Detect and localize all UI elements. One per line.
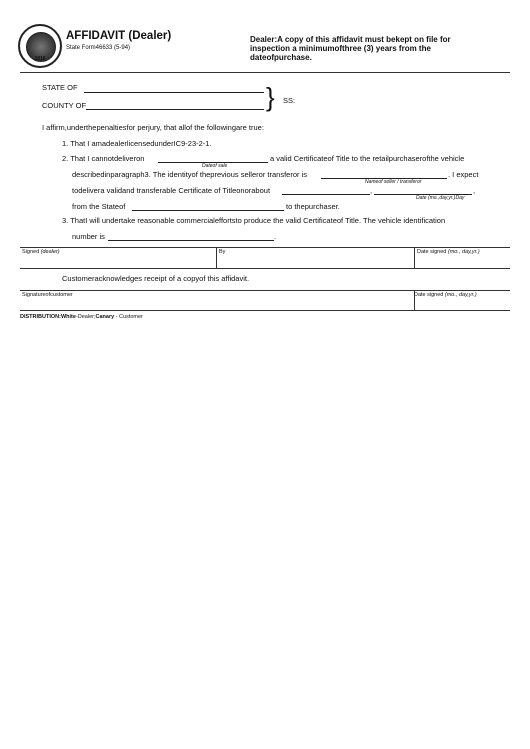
item-2-text-c: describedinparagraph3. The identityof theprevious selleror transferor is	[72, 170, 307, 179]
county-field[interactable]	[86, 109, 264, 110]
state-of-title-field[interactable]	[132, 210, 284, 211]
retention-notice: Dealer:A copy of this affidavit must bekept on file for inspection a minimumofthree (3) years from the dateofpurchase.	[250, 35, 451, 62]
item-2-text-f: from the Stateof	[72, 202, 126, 211]
dealer-date-signed-label: Date signed (mo., day,yr.)	[417, 249, 480, 255]
signature-row-top-line	[20, 247, 510, 248]
customer-date-signed-label: Date signed (mo., day,yr.)	[414, 292, 477, 298]
form-title: AFFIDAVIT (Dealer)	[66, 30, 172, 42]
state-seal-icon	[18, 24, 62, 68]
frame-bottom-line	[20, 310, 510, 311]
signature-divider-1	[216, 247, 217, 268]
expected-date-label: Date (mo.,day,yr.)Day	[416, 195, 465, 201]
dealer-date-signed-field[interactable]	[416, 255, 510, 267]
item-2-text-b: a valid Certificateof Title to the retailpurchaserofthe vehicle	[270, 154, 465, 163]
item-2-comma-2: ,	[473, 186, 476, 195]
venue-brace: }	[266, 82, 275, 112]
form-number: State Form46633 (5-94)	[66, 45, 131, 51]
item-2-text-a: 2. That I cannotdeliveron	[62, 154, 145, 163]
state-field[interactable]	[84, 92, 264, 93]
state-label: STATE OF	[42, 83, 78, 92]
customer-row-line	[20, 290, 510, 291]
item-2-text-e: todelivera validand transferable Certificate of Titleonorabout	[72, 186, 271, 195]
dealer-signature-field[interactable]	[21, 255, 215, 267]
ss-label: SS:	[283, 96, 296, 105]
item-3-text-a: 3. ThatI will undertake reasonable commercialeffortsto produce the valid Certificateof Title. The vehicle identification	[62, 216, 446, 225]
expected-date-field[interactable]	[282, 194, 370, 195]
county-label: COUNTY OF	[42, 101, 87, 110]
item-2-text-d: . I expect	[448, 170, 479, 179]
signed-dealer-label: Signed (dealer)	[22, 249, 60, 255]
customer-date-signed-field[interactable]	[416, 298, 510, 309]
item-1: 1. That I amadealerlicensedunderIC9-23-2-1.	[62, 139, 212, 148]
by-signature-field[interactable]	[218, 255, 412, 267]
date-of-sale-label: Dateof sale	[202, 163, 228, 169]
frame-top-line	[20, 72, 510, 73]
affirmation-text: I affirm,underthepenaltiesfor perjury, that allof the followingare true:	[42, 123, 264, 132]
distribution-line: DISTRIBUTION:White-Dealer;Canary - Customer	[20, 314, 143, 320]
by-label: By	[219, 249, 226, 255]
seal-year: 1816	[34, 56, 46, 62]
customer-signature-label: Signatureofcustomer	[22, 292, 73, 298]
item-2-comma: ,	[370, 186, 373, 195]
item-3-text-b: number is	[72, 232, 105, 241]
customer-signature-field[interactable]	[21, 298, 413, 309]
customer-acknowledgement: Customeracknowledges receipt of a copyof this affidavit.	[62, 274, 250, 283]
signature-divider-2	[414, 247, 415, 268]
seller-name-label: Nameof seller / transferor	[365, 179, 422, 185]
item-3-period: .	[274, 232, 277, 241]
signature-row-bottom-line	[20, 268, 510, 269]
vin-field[interactable]	[108, 240, 274, 241]
item-2-text-g: to thepurchaser.	[286, 202, 340, 211]
